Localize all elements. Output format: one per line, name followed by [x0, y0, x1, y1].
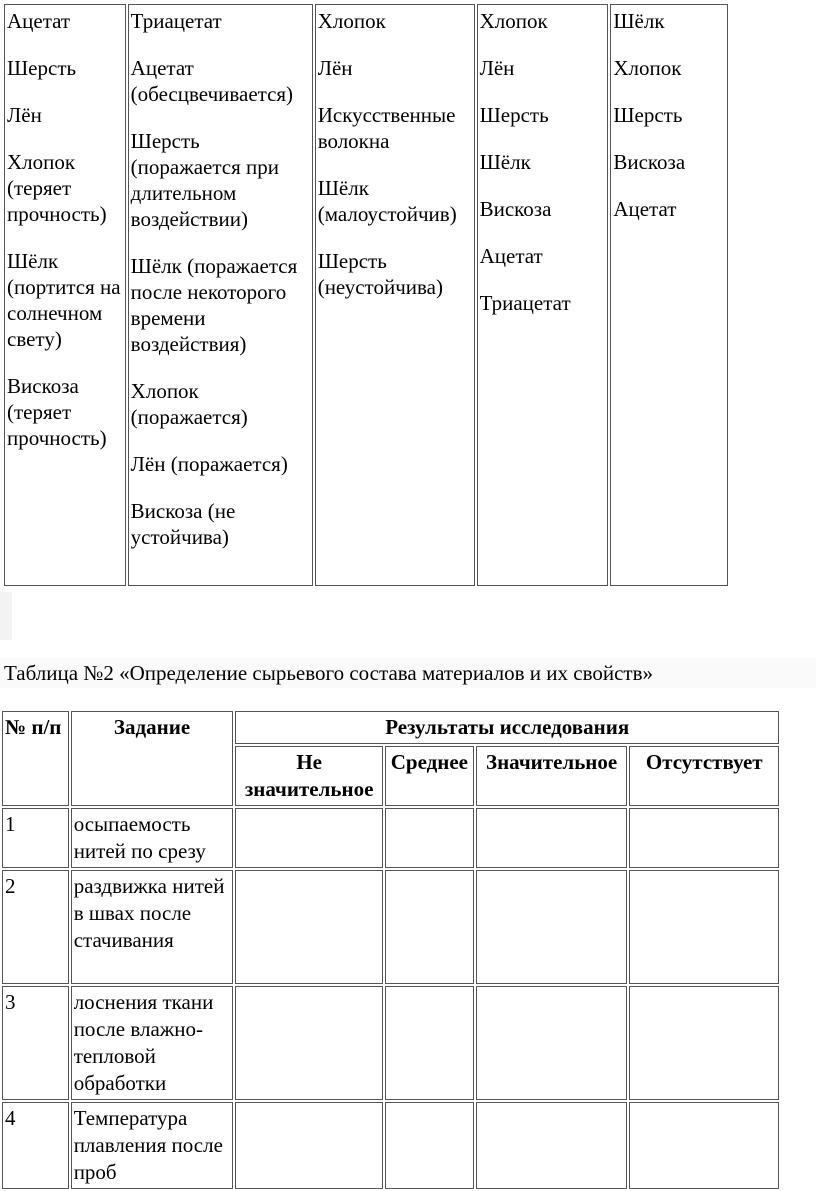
header-significant: Значительное	[476, 746, 628, 806]
list-item: Ацетат	[613, 197, 677, 221]
list-item: Лён	[479, 56, 515, 80]
result-cell[interactable]	[629, 870, 779, 984]
result-cell[interactable]	[235, 870, 383, 984]
row-number: 1	[2, 808, 69, 868]
list-item: Шёлк	[613, 9, 665, 33]
list-item: Шёлк (портится на солнечном свету)	[7, 249, 121, 351]
fiber-resistance-table	[2, 2, 730, 588]
column-1-cell	[4, 4, 126, 586]
header-insignificant: Не значительное	[235, 746, 383, 806]
list-item: Ацетат (обесцвечивается)	[130, 56, 294, 106]
list-item: Хлопок (поражается)	[130, 379, 248, 429]
list-item: Шерсть (поражается при длительном воздействии)	[130, 129, 280, 231]
list-item: Искусственные волокна	[317, 103, 456, 153]
header-absent: Отсутствует	[629, 746, 779, 806]
list-item: Хлопок (теряет прочность)	[7, 150, 107, 226]
list-item: Ацетат	[479, 244, 543, 268]
result-cell[interactable]	[235, 808, 383, 868]
column-5-cell	[610, 4, 728, 586]
result-cell[interactable]	[235, 986, 383, 1100]
row-task: лоснения ткани после влажно-тепловой обработки	[71, 986, 234, 1100]
result-cell[interactable]	[476, 870, 628, 984]
list-item: Вискоза (теряет прочность)	[7, 374, 107, 450]
row-task: Температура плавления после проб	[71, 1102, 234, 1189]
list-item: Шёлк	[479, 150, 531, 174]
column-3-cell	[315, 4, 475, 586]
list-item: Вискоза (не устойчива)	[130, 499, 236, 549]
material-properties-table	[0, 709, 781, 1191]
column-4-cell	[477, 4, 609, 586]
list-item: Лён	[7, 103, 42, 127]
row-number: 2	[2, 870, 69, 984]
result-cell[interactable]	[476, 808, 628, 868]
list-item: Шерсть (неустойчива)	[317, 249, 443, 299]
result-cell[interactable]	[629, 986, 779, 1100]
row-task: раздвижка нитей в швах после стачивания	[71, 870, 234, 984]
list-item: Ацетат	[7, 9, 71, 33]
list-item: Лён (поражается)	[130, 452, 288, 476]
list-item: Хлопок	[317, 9, 386, 33]
list-item: Хлопок	[613, 56, 682, 80]
margin-marker	[0, 592, 12, 640]
list-item: Шерсть	[479, 103, 549, 127]
list-item: Лён	[317, 56, 353, 80]
header-task: Задание	[71, 711, 234, 806]
column-2-cell	[128, 4, 313, 586]
list-item: Триацетат	[130, 9, 222, 33]
table-row	[2, 808, 779, 868]
list-item: Шёлк (поражается после некоторого времени воздействия)	[130, 254, 298, 356]
header-number: № п/п	[2, 711, 69, 806]
header-medium: Среднее	[385, 746, 474, 806]
result-cell[interactable]	[385, 1102, 474, 1189]
result-cell[interactable]	[629, 808, 779, 868]
row-number: 4	[2, 1102, 69, 1189]
result-cell[interactable]	[385, 808, 474, 868]
table-header-row	[2, 711, 779, 744]
list-item: Вискоза	[479, 197, 552, 221]
row-number: 3	[2, 986, 69, 1100]
result-cell[interactable]	[235, 1102, 383, 1189]
result-cell[interactable]	[385, 870, 474, 984]
header-results: Результаты исследования	[235, 711, 779, 744]
list-item: Триацетат	[479, 291, 571, 315]
result-cell[interactable]	[476, 1102, 628, 1189]
result-cell[interactable]	[385, 986, 474, 1100]
table-caption: Таблица №2 «Определение сырьевого состава материалов и их свойств»	[4, 661, 654, 685]
table-row	[2, 986, 779, 1100]
result-cell[interactable]	[476, 986, 628, 1100]
table-row	[4, 4, 728, 586]
table-row	[2, 870, 779, 984]
list-item: Шёлк (малоустойчив)	[317, 176, 457, 226]
row-task: осыпаемость нитей по срезу	[71, 808, 234, 868]
list-item: Шерсть	[7, 56, 77, 80]
list-item: Шерсть	[613, 103, 683, 127]
result-cell[interactable]	[629, 1102, 779, 1189]
list-item: Хлопок	[479, 9, 548, 33]
table-row	[2, 1102, 779, 1189]
list-item: Вискоза	[613, 150, 686, 174]
